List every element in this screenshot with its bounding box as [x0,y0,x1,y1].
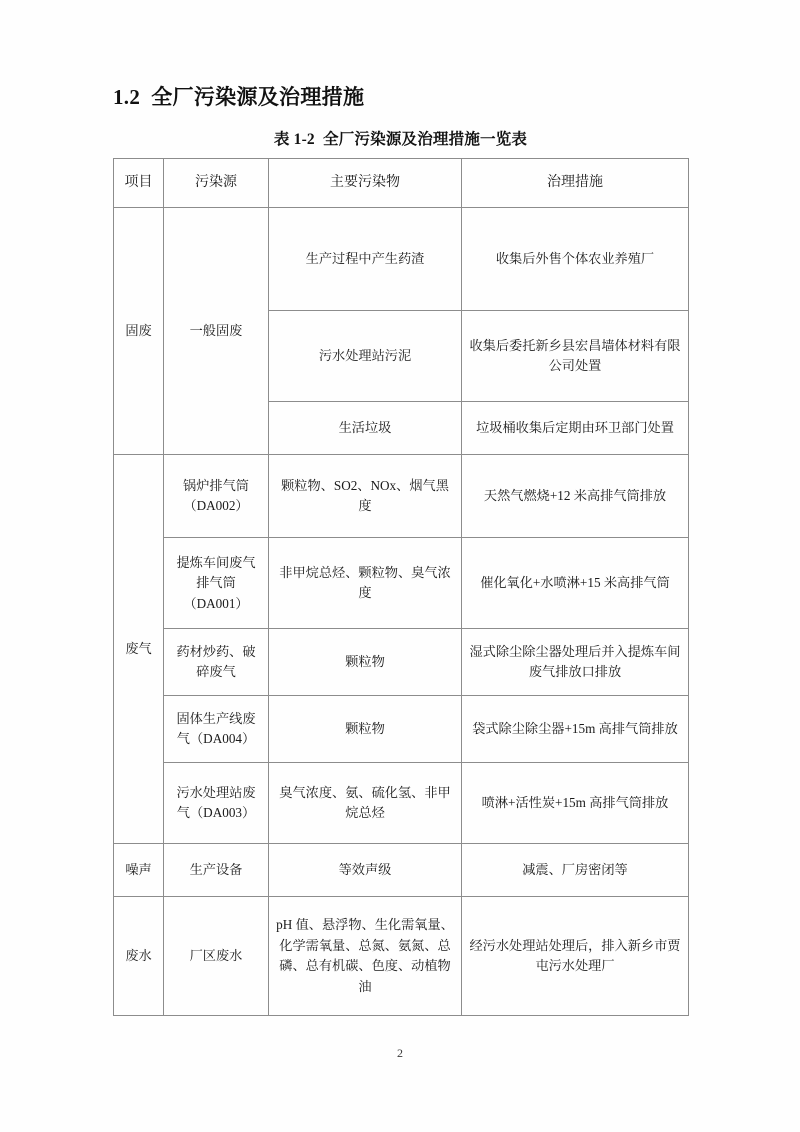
cell-source: 锅炉排气筒（DA002） [164,455,269,538]
cell-pollutant: 颗粒物、SO2、NOx、烟气黑度 [269,455,462,538]
cell-measure: 天然气燃烧+12 米高排气筒排放 [462,455,689,538]
cell-pollutant: 生产过程中产生药渣 [269,208,462,311]
cell-source: 厂区废水 [164,897,269,1016]
cell-pollutant: 非甲烷总烃、颗粒物、臭气浓度 [269,538,462,629]
cell-item-wastewater: 废水 [114,897,164,1016]
cell-pollutant: 污水处理站污泥 [269,311,462,402]
cell-item-noise: 噪声 [114,844,164,897]
cell-measure: 湿式除尘除尘器处理后并入提炼车间废气排放口排放 [462,629,689,696]
cell-measure: 收集后外售个体农业养殖厂 [462,208,689,311]
table-row [114,897,689,1016]
table-row [114,629,689,696]
cell-measure: 喷淋+活性炭+15m 高排气筒排放 [462,763,689,844]
cell-source: 污水处理站废气（DA003） [164,763,269,844]
cell-pollutant: 颗粒物 [269,696,462,763]
table-row [114,208,689,311]
cell-item-waste-gas: 废气 [114,455,164,844]
cell-measure: 经污水处理站处理后，排入新乡市贾屯污水处理厂 [462,897,689,1016]
table-row [114,455,689,538]
table-header-row [114,159,689,208]
column-header-measure: 治理措施 [462,159,689,208]
cell-pollutant: 等效声级 [269,844,462,897]
cell-pollutant: 臭气浓度、氨、硫化氢、非甲烷总烃 [269,763,462,844]
table-row [114,763,689,844]
table-row [114,844,689,897]
cell-source: 提炼车间废气排气筒（DA001） [164,538,269,629]
cell-measure: 袋式除尘除尘器+15m 高排气筒排放 [462,696,689,763]
page-number: 2 [397,1046,403,1060]
cell-pollutant: pH 值、悬浮物、生化需氧量、化学需氧量、总氮、氨氮、总磷、总有机碳、色度、动植物油 [269,897,462,1016]
section-heading: 1.2 全厂污染源及治理措施 [113,85,365,109]
table-caption: 表 1-2 全厂污染源及治理措施一览表 [273,131,528,149]
cell-source: 固体生产线废气（DA004） [164,696,269,763]
cell-measure: 垃圾桶收集后定期由环卫部门处置 [462,402,689,455]
table-body [114,208,689,1016]
cell-measure: 减震、厂房密闭等 [462,844,689,897]
column-header-item: 项目 [114,159,164,208]
table-row [114,696,689,763]
cell-source: 生产设备 [164,844,269,897]
table-row [114,538,689,629]
cell-pollutant: 颗粒物 [269,629,462,696]
cell-item-solid-waste: 固废 [114,208,164,455]
cell-source: 药材炒药、破碎废气 [164,629,269,696]
table-header [114,159,689,208]
page-content [113,0,688,1016]
cell-measure: 催化氧化+水喷淋+15 米高排气筒 [462,538,689,629]
column-header-source: 污染源 [164,159,269,208]
cell-pollutant: 生活垃圾 [269,402,462,455]
cell-measure: 收集后委托新乡县宏昌墙体材料有限公司处置 [462,311,689,402]
cell-source-general-solid-waste: 一般固废 [164,208,269,455]
column-header-pollutant: 主要污染物 [269,159,462,208]
pollution-source-table [113,158,689,1016]
